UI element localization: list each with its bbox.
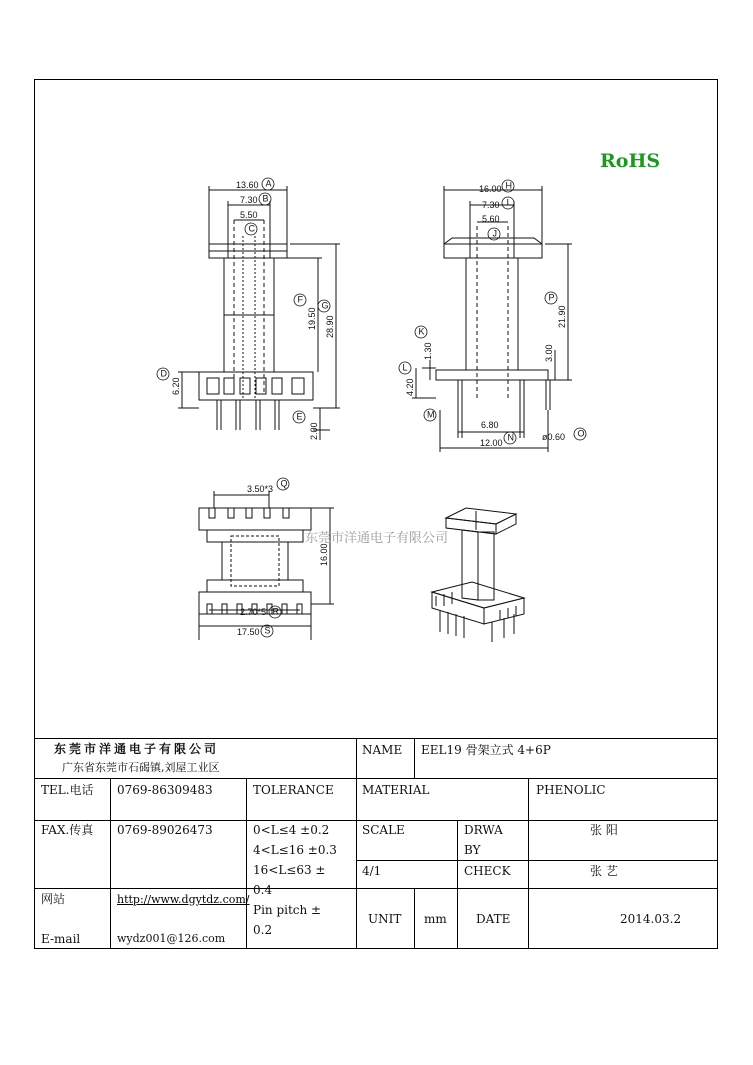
ref-letter: S (264, 625, 271, 636)
drawn-by-value: 张 阳 (590, 823, 618, 837)
unit-label: UNIT (368, 912, 402, 926)
scale-value: 4/1 (362, 864, 382, 878)
ref-letter: Q (280, 478, 288, 489)
rohs-badge: RoHS (600, 150, 661, 172)
dim-p2-label: 3.00 (544, 344, 554, 362)
fax-value: 0769-89026473 (117, 823, 213, 837)
ref-letter: K (418, 326, 425, 337)
dim-f-label: 19.50 (307, 307, 317, 330)
dim-g-label: 28.90 (325, 315, 335, 338)
fax-label: FAX.传真 (41, 823, 94, 837)
dim-j-label: 5.60 (482, 214, 500, 224)
name-label: NAME (362, 743, 403, 757)
dim-b-label: 7.30 (240, 195, 258, 205)
bottom-view (199, 491, 334, 640)
company-name: 东莞市洋通电子有限公司 (54, 742, 220, 756)
tolerance-label: TOLERANCE (253, 783, 334, 797)
unit-value: mm (424, 912, 447, 926)
dim-k-label: 1.30 (423, 342, 433, 360)
tolerance-rule-1: 0<L≤4 ±0.2 (253, 823, 330, 837)
ref-letter: G (321, 300, 329, 311)
dim-a-label: 13.60 (236, 180, 259, 190)
part-name: EEL19 骨架立式 4+6P (421, 743, 551, 757)
tolerance-rule-5: Pin pitch ± (253, 903, 322, 917)
check-label: CHECK (464, 864, 511, 878)
drawn-by-label-2: BY (464, 843, 481, 857)
website-label: 网站 (41, 892, 66, 906)
material-value: PHENOLIC (536, 783, 606, 797)
ref-letter: A (265, 178, 272, 189)
date-label: DATE (476, 912, 511, 926)
ref-letter: H (505, 180, 512, 191)
dim-m-label: 6.80 (481, 420, 499, 430)
dim-t-label: 16.00 (319, 543, 329, 566)
email-value[interactable]: wydz001@126.com (117, 932, 226, 945)
side-view (412, 186, 572, 452)
isometric-view (432, 508, 524, 642)
dim-q-label: 3.50*3 (247, 484, 274, 494)
ref-letter: F (297, 294, 303, 305)
check-value: 张 艺 (590, 864, 618, 878)
ref-letter: E (296, 411, 303, 422)
dim-d-label: 6.20 (171, 377, 181, 395)
tel-label: TEL.电话 (41, 783, 94, 797)
ref-letter: R (272, 606, 279, 617)
dim-c-label: 5.50 (240, 210, 258, 220)
tolerance-rule-3: 16<L≤63 ± (253, 863, 326, 877)
ref-letter: M (427, 409, 435, 420)
scale-label: SCALE (362, 823, 405, 837)
ref-letter: O (577, 428, 585, 439)
dim-p-label: 21.90 (557, 305, 567, 328)
email-label: E-mail (41, 932, 81, 946)
dim-o-label: ø0.60 (542, 432, 566, 442)
drawn-by-label: DRWA (464, 823, 503, 837)
ref-letter: J (492, 228, 497, 239)
website-link[interactable]: http://www.dgytdz.com/ (117, 893, 250, 906)
ref-letter: P (548, 292, 555, 303)
ref-letter: D (160, 368, 167, 379)
dim-s-label: 17.50 (237, 627, 260, 637)
tolerance-rule-6: 0.2 (253, 923, 273, 937)
ref-letter: N (507, 432, 514, 443)
dim-n-label: 12.00 (480, 438, 503, 448)
company-address: 广东省东莞市石碣镇,刘屋工业区 (62, 761, 220, 774)
ref-letter: I (506, 197, 510, 208)
dim-i-label: 7.30 (482, 200, 500, 210)
ref-letter: C (248, 223, 255, 234)
material-label: MATERIAL (362, 783, 430, 797)
ref-letter: L (402, 362, 408, 373)
ref-letter: B (262, 193, 269, 204)
dim-l-label: 4.20 (405, 378, 415, 396)
dim-h-label: 16.00 (479, 184, 502, 194)
tolerance-rule-4: 0.4 (253, 883, 273, 897)
tel-value: 0769-86309483 (117, 783, 213, 797)
date-value: 2014.03.2 (620, 912, 682, 926)
dim-r-label: 2.70*5 (240, 607, 267, 617)
dim-e-label: 2.00 (309, 422, 319, 440)
tolerance-rule-2: 4<L≤16 ±0.3 (253, 843, 337, 857)
watermark: 东莞市洋通电子有限公司 (305, 531, 449, 546)
